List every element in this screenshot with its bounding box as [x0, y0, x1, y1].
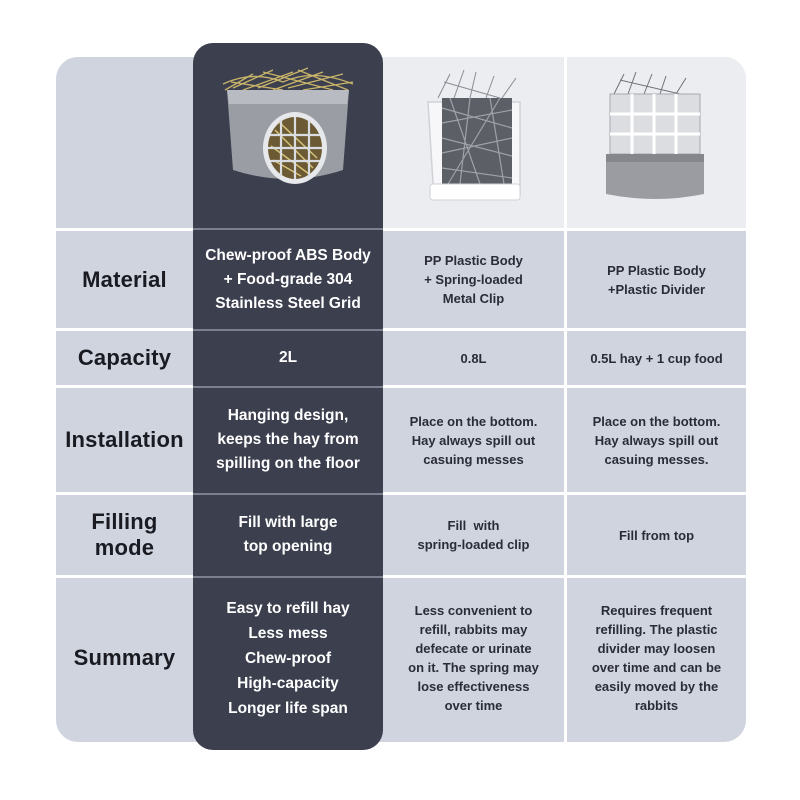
featured-capacity: 2L	[278, 349, 298, 366]
featured-row-divider	[193, 228, 383, 230]
product-2-filling-mode: Fill with spring-loaded clip	[417, 518, 530, 552]
product-3-filling-mode: Fill from top	[618, 527, 695, 543]
featured-filling-mode: Fill with large top opening	[238, 514, 338, 555]
round-grid-feeder-icon	[213, 60, 363, 210]
product-3-capacity: 0.5L hay + 1 cup food	[590, 350, 723, 366]
product-2-installation: Place on the bottom. Hay always spill out casuing messes	[409, 413, 538, 467]
grid-bowl-feeder-icon	[600, 70, 710, 210]
featured-material: Chew-proof ABS Body + Food-grade 304 Stainless Steel Grid	[205, 246, 371, 312]
featured-installation: Hanging design, keeps the hay from spilling on the floor	[216, 407, 360, 472]
product-3-summary: Requires frequent refilling. The plastic divider may loosen over time and can be easily moved by the rabbits	[591, 603, 722, 713]
wire-rack-feeder-icon	[420, 68, 530, 208]
row-label-material: Material	[82, 266, 167, 292]
product-3-installation: Place on the bottom. Hay always spill out casuing messes.	[592, 413, 721, 467]
product-3-material: PP Plastic Body +Plastic Divider	[607, 262, 706, 297]
featured-summary: Easy to refill hay Less mess Chew-proof High-capacity Longer life span	[226, 599, 350, 717]
row-label-installation: Installation	[65, 427, 184, 452]
product-2-material: PP Plastic Body + Spring-loaded Metal Clip	[424, 253, 523, 306]
product-2-capacity: 0.8L	[460, 350, 487, 366]
row-label-capacity: Capacity	[77, 345, 172, 370]
product-2-summary: Less convenient to refill, rabbits may defecate or urinate on it. The spring may lose effectiveness over time	[408, 603, 539, 713]
row-label-summary: Summary	[73, 645, 176, 670]
row-label-filling-mode: Filling mode	[91, 509, 158, 560]
